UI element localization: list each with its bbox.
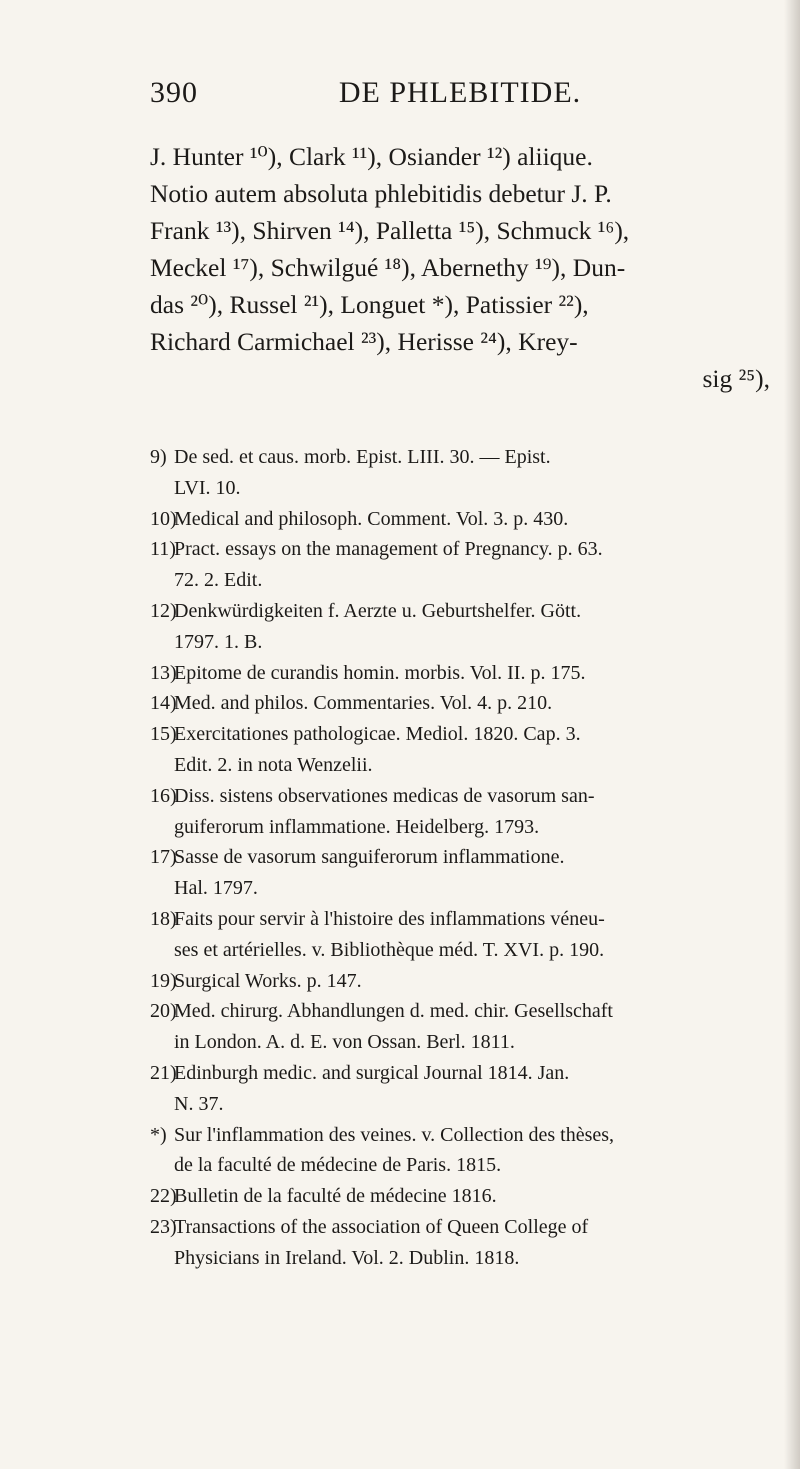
footnote (150, 1058, 770, 1120)
main-text-line: sig ²⁵), (702, 364, 770, 393)
footnote-number: 11) (150, 538, 176, 561)
footnote-line: Edinburgh medic. and surgical Journal 1814. Jan. (174, 1061, 570, 1084)
footnote-line: Hal. 1797. (174, 877, 258, 900)
footnote-line: LVI. 10. (174, 476, 241, 499)
footnote-line: Bulletin de la faculté de médecine 1816. (174, 1185, 497, 1208)
footnote-line: Sur l'inflammation des veines. v. Collection des thèses, (174, 1123, 615, 1146)
footnote (150, 1181, 770, 1212)
page-number: 390 (150, 76, 198, 109)
main-text-line: Richard Carmichael ²³), Herisse ²⁴), Krey- (150, 327, 578, 356)
footnote-number: 20) (150, 1000, 177, 1023)
running-head: DE PHLEBITIDE. (338, 76, 582, 109)
footnote-line: N. 37. (174, 1092, 224, 1115)
footnote (150, 1212, 770, 1274)
main-text-line: Frank ¹³), Shirven ¹⁴), Palletta ¹⁵), Schmuck ¹⁶), (150, 216, 630, 245)
footnote-line: 1797. 1. B. (174, 630, 263, 653)
footnote-line: Sasse de vasorum sanguiferorum inflammatione. (174, 846, 565, 869)
footnote-line: Physicians in Ireland. Vol. 2. Dublin. 1818. (174, 1246, 520, 1269)
footnote (150, 842, 770, 904)
footnote-number: 22) (150, 1185, 177, 1208)
footnote-line: de la faculté de médecine de Paris. 1815. (174, 1154, 502, 1177)
footnote-line: 72. 2. Edit. (174, 569, 263, 592)
footnote-line: in London. A. d. E. von Ossan. Berl. 1811. (174, 1031, 515, 1054)
footnote-line: Surgical Works. p. 147. (174, 969, 362, 992)
footnote-line: Edit. 2. in nota Wenzelii. (174, 753, 373, 776)
footnote-number: 9) (150, 446, 167, 468)
footnote-number: 14) (150, 692, 177, 715)
footnote (150, 442, 770, 504)
footnote-line: De sed. et caus. morb. Epist. LIII. 30. — Epist. (174, 446, 551, 468)
footnote-line: Epitome de curandis homin. morbis. Vol. II. p. 175. (174, 661, 586, 684)
footnote (150, 719, 770, 781)
footnote-line: Exercitationes pathologicae. Mediol. 1820. Cap. 3. (174, 723, 581, 746)
footnote (150, 966, 770, 997)
main-text-line: das ²⁰), Russel ²¹), Longuet *), Patissier ²²), (150, 290, 589, 319)
footnote (150, 1120, 770, 1182)
footnote-number: 10) (150, 507, 177, 530)
footnote-line: Med. chirurg. Abhandlungen d. med. chir. Gesellschaft (174, 1000, 613, 1023)
footnote (150, 596, 770, 658)
footnote (150, 534, 770, 596)
main-text (150, 138, 770, 397)
footnote-number: 18) (150, 907, 177, 930)
footnote-number: 12) (150, 599, 177, 622)
footnote-number: 23) (150, 1215, 177, 1238)
footnotes (150, 442, 770, 1274)
main-text-line: Meckel ¹⁷), Schwilgué ¹⁸), Abernethy ¹⁹), Dun- (150, 253, 626, 282)
footnote-number: 19) (150, 969, 177, 992)
footnote-number: *) (150, 1123, 167, 1146)
footnote-line: Med. and philos. Commentaries. Vol. 4. p. 210. (174, 692, 553, 715)
footnote-number: 21) (150, 1061, 177, 1084)
page-edge-shadow (784, 0, 800, 1469)
footnote-line: Diss. sistens observationes medicas de vasorum san- (174, 784, 595, 807)
main-text-line: J. Hunter ¹⁰), Clark ¹¹), Osiander ¹²) aliique. (150, 142, 593, 171)
footnote (150, 904, 770, 966)
footnote-number: 15) (150, 723, 177, 746)
footnote-line: guiferorum inflammatione. Heidelberg. 1793. (174, 815, 540, 838)
footnote (150, 781, 770, 843)
footnote-line: Pract. essays on the management of Pregnancy. p. 63. (174, 538, 603, 561)
footnote (150, 504, 770, 535)
main-text-line: Notio autem absoluta phlebitidis debetur J. P. (150, 179, 612, 208)
page-header (150, 76, 770, 116)
footnote (150, 996, 770, 1058)
footnote-line: Faits pour servir à l'histoire des inflammations véneu- (174, 907, 605, 930)
footnote-line: Denkwürdigkeiten f. Aerzte u. Geburtshelfer. Gött. (174, 599, 582, 622)
footnote-line: ses et artérielles. v. Bibliothèque méd. T. XVI. p. 190. (174, 938, 605, 961)
footnote (150, 688, 770, 719)
footnote-line: Transactions of the association of Queen College of (174, 1215, 589, 1238)
footnote-number: 13) (150, 661, 177, 684)
footnote-number: 16) (150, 784, 177, 807)
footnote-line: Medical and philosoph. Comment. Vol. 3. p. 430. (174, 507, 569, 530)
footnote-number: 17) (150, 846, 177, 869)
footnote (150, 658, 770, 689)
